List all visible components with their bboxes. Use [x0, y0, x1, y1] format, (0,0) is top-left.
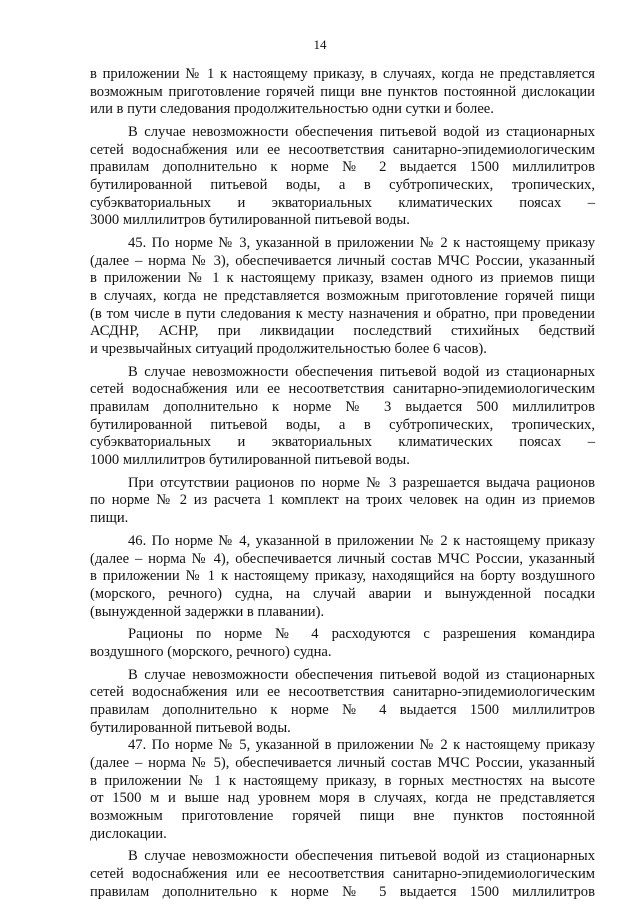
text-line: в приложении № 1 к настоящему приказу, в горных местностях на высоте: [90, 772, 595, 789]
text-line: от 1500 м и выше над уровнем моря в случаях, когда не представляется: [90, 790, 595, 807]
text-line: сетей водоснабжения или ее несоответствия санитарно-эпидемиологическим: [90, 684, 595, 701]
text-line: или в пути следования продолжительностью одни сутки и более.: [90, 101, 494, 118]
text-line: правилам дополнительно к норме № 2 выдается 1500 миллилитров: [90, 159, 595, 176]
paragraph-first-line: Рационы по норме № 4 расходуются с разрешения командира: [128, 626, 595, 643]
text-line: в приложении № 1 к настоящему приказу, взамен одного из приемов пищи: [90, 270, 595, 287]
paragraph-first-line: При отсутствии рационов по норме № 3 разрешается выдача рационов: [128, 474, 595, 491]
text-line: пищи.: [90, 510, 129, 527]
text-line: бутилированной питьевой воды.: [90, 719, 291, 736]
document-body: [90, 66, 595, 901]
text-line: (морского, речного) судна, на случай аварии и вынужденной посадки: [90, 585, 595, 602]
text-line: по норме № 2 из расчета 1 комплект на троих человек на один из приемов: [90, 492, 595, 509]
text-line: возможным приготовление горячей пищи вне пунктов постоянной: [90, 807, 595, 824]
text-line: в случаях, когда не представляется возможным приготовление горячей пищи: [90, 288, 595, 305]
text-line: воздушного (морского, речного) судна.: [90, 643, 332, 660]
paragraph-first-line: 45. По норме № 3, указанной в приложении № 2 к настоящему приказу: [128, 235, 595, 252]
text-line: возможным приготовление горячей пищи вне пунктов постоянной дислокации: [90, 83, 595, 100]
text-line: правилам дополнительно к норме № 3 выдается 500 миллилитров: [90, 399, 595, 416]
text-line: дислокации.: [90, 825, 167, 842]
text-line: субэкваториальных и экваториальных климатических поясах –: [90, 194, 595, 211]
paragraph-first-line: В случае невозможности обеспечения питьевой водой из стационарных: [128, 363, 595, 380]
paragraph-first-line: В случае невозможности обеспечения питьевой водой из стационарных: [128, 666, 595, 683]
text-line: сетей водоснабжения или ее несоответствия санитарно-эпидемиологическим: [90, 381, 595, 398]
paragraph-first-line: В случае невозможности обеспечения питьевой водой из стационарных: [128, 848, 595, 865]
text-line: бутилированной питьевой воды, а в субтропических, тропических,: [90, 177, 595, 194]
text-line: правилам дополнительно к норме № 4 выдается 1500 миллилитров: [90, 702, 595, 719]
text-line: сетей водоснабжения или ее несоответствия санитарно-эпидемиологическим: [90, 866, 595, 883]
text-line: 1000 миллилитров бутилированной питьевой воды.: [90, 452, 410, 469]
page-number: 14: [313, 37, 327, 52]
text-line: бутилированной питьевой воды, а в субтропических, тропических,: [90, 416, 595, 433]
text-line: (в том числе в пути следования к месту назначения и обратно, при проведении: [90, 305, 595, 322]
text-line: АСДНР, АСНР, при ликвидации последствий стихийных бедствий: [90, 323, 595, 340]
paragraph-first-line: 46. По норме № 4, указанной в приложении № 2 к настоящему приказу: [128, 532, 595, 549]
text-line: (далее – норма № 5), обеспечивается личный состав МЧС России, указанный: [90, 755, 595, 772]
text-line: и чрезвычайных ситуаций продолжительностью более 6 часов).: [90, 340, 487, 357]
text-line: (далее – норма № 4), обеспечивается личный состав МЧС России, указанный: [90, 550, 595, 567]
text-line: правилам дополнительно к норме № 5 выдается 1500 миллилитров: [90, 883, 595, 900]
paragraph-first-line: В случае невозможности обеспечения питьевой водой из стационарных: [128, 124, 595, 141]
text-line: в приложении № 1 к настоящему приказу, в случаях, когда не представляется: [90, 66, 595, 82]
text-line: (далее – норма № 3), обеспечивается личный состав МЧС России, указанный: [90, 252, 595, 269]
text-line: (вынужденной задержки в плавании).: [90, 603, 325, 620]
text-line: 3000 миллилитров бутилированной питьевой воды.: [90, 212, 410, 229]
text-line: в приложении № 1 к настоящему приказу, находящийся на борту воздушного: [90, 568, 595, 585]
text-line: субэкваториальных и экваториальных климатических поясах –: [90, 434, 595, 451]
text-line: сетей водоснабжения или ее несоответствия санитарно-эпидемиологическим: [90, 141, 595, 158]
paragraph-first-line: 47. По норме № 5, указанной в приложении № 2 к настоящему приказу: [128, 737, 595, 754]
